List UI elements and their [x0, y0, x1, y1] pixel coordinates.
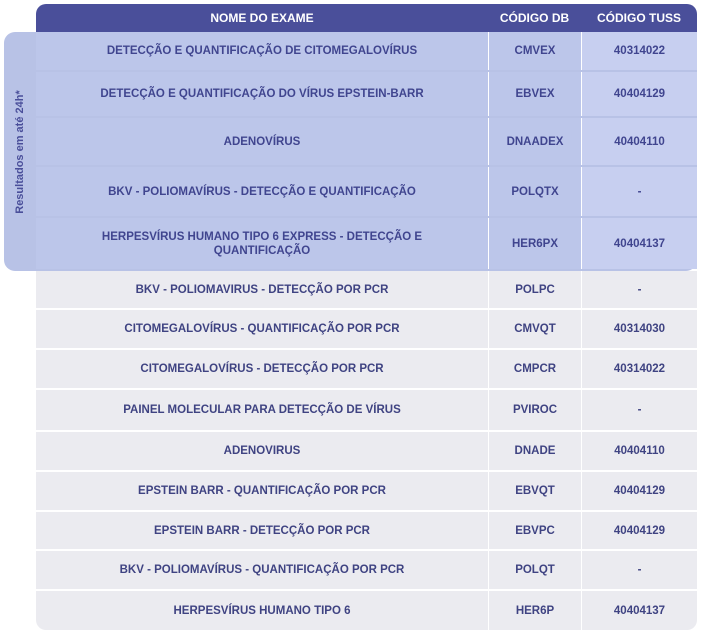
header-db-code: CÓDIGO DB — [499, 11, 570, 25]
table-row — [36, 271, 697, 308]
tuss-code-cell: 40404129 — [581, 72, 697, 116]
db-code-cell: EBVPC — [488, 512, 581, 549]
db-code-cell: DNADE — [488, 432, 581, 470]
table-row — [36, 390, 697, 430]
tuss-code-cell: 40404137 — [581, 591, 697, 630]
tuss-code-cell: - — [581, 390, 697, 430]
table-row — [36, 32, 697, 70]
exam-name-cell: PAINEL MOLECULAR PARA DETECÇÃO DE VÍRUS — [123, 404, 401, 416]
db-code-cell: EBVEX — [488, 72, 581, 116]
tuss-code-cell: - — [581, 551, 697, 589]
tuss-code-cell: 40404110 — [581, 118, 697, 165]
exam-name-cell: BKV - POLIOMAVIRUS - DETECÇÃO POR PCR — [135, 283, 389, 296]
tuss-code-cell: 40314030 — [581, 310, 697, 348]
db-code-cell: CMVQT — [488, 310, 581, 348]
db-code-cell: POLQT — [488, 551, 581, 589]
table-row — [36, 218, 697, 269]
tuss-code-cell: - — [581, 271, 697, 308]
db-code-cell: DNAADEX — [488, 118, 581, 165]
fast-results-label — [4, 32, 36, 271]
tuss-code-cell: 40314022 — [581, 32, 697, 70]
exam-name-cell: ADENOVÍRUS — [223, 135, 301, 148]
db-code-cell: POLQTX — [488, 167, 581, 216]
db-code-cell: CMPCR — [488, 350, 581, 388]
db-code-cell: POLPC — [488, 271, 581, 308]
table-row — [36, 118, 697, 165]
table-row — [36, 167, 697, 216]
exam-name-cell: EPSTEIN BARR - QUANTIFICAÇÃO POR PCR — [138, 485, 386, 497]
table-header — [36, 4, 697, 32]
db-code-cell: EBVQT — [488, 472, 581, 510]
exam-name-cell: EPSTEIN BARR - DETECÇÃO POR PCR — [154, 524, 370, 537]
db-code-cell: PVIROC — [488, 390, 581, 430]
table-row — [36, 350, 697, 388]
db-code-cell: HER6PX — [488, 218, 581, 269]
exam-name-cell: CITOMEGALOVÍRUS - DETECÇÃO POR PCR — [140, 363, 384, 375]
exam-name-cell: HERPESVÍRUS HUMANO TIPO 6 EXPRESS - DETECÇÃO E QUANTIFICAÇÃO — [101, 230, 423, 257]
tuss-code-cell: 40404129 — [581, 472, 697, 510]
tuss-code-cell: 40314022 — [581, 350, 697, 388]
exam-name-cell: HERPESVÍRUS HUMANO TIPO 6 — [173, 604, 351, 617]
table-row — [36, 72, 697, 116]
table-row — [36, 551, 697, 589]
table-row — [36, 591, 697, 630]
exam-name-cell: ADENOVIRUS — [223, 445, 301, 457]
db-code-cell: CMVEX — [488, 32, 581, 70]
table-row — [36, 432, 697, 470]
table-row — [36, 472, 697, 510]
tuss-code-cell: 40404129 — [581, 512, 697, 549]
table-row — [36, 310, 697, 348]
tuss-code-cell: 40404110 — [581, 432, 697, 470]
exam-name-cell: DETECÇÃO E QUANTIFICAÇÃO DE CITOMEGALOVÍRUS — [106, 45, 418, 57]
tuss-code-cell: - — [581, 167, 697, 216]
header-tuss-code: CÓDIGO TUSS — [596, 11, 681, 25]
exam-name-cell: DETECÇÃO E QUANTIFICAÇÃO DO VÍRUS EPSTEIN-BARR — [100, 88, 424, 100]
exam-name-cell: CITOMEGALOVÍRUS - QUANTIFICAÇÃO POR PCR — [124, 323, 400, 335]
fast-results-label-text: Resultados em até 24h* — [14, 89, 26, 214]
header-exam-name: NOME DO EXAME — [210, 11, 314, 25]
table-row — [36, 512, 697, 549]
exam-name-cell: BKV - POLIOMAVÍRUS - QUANTIFICAÇÃO POR PCR — [119, 564, 405, 576]
db-code-cell: HER6P — [488, 591, 581, 630]
tuss-code-cell: 40404137 — [581, 218, 697, 269]
exam-name-cell: BKV - POLIOMAVÍRUS - DETECÇÃO E QUANTIFICAÇÃO — [108, 185, 416, 198]
